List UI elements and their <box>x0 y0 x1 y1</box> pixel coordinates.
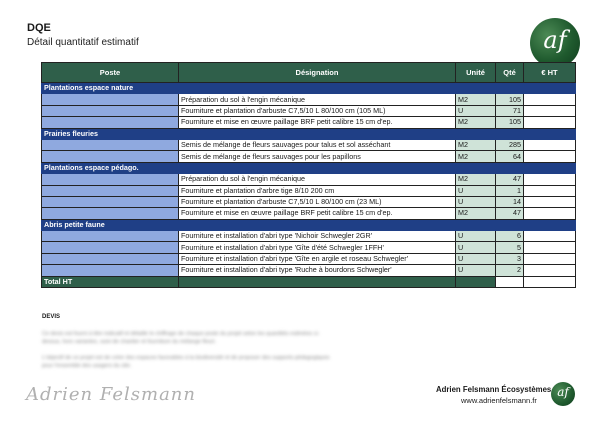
price-cell[interactable] <box>524 231 576 242</box>
unit-cell: M2 <box>456 174 496 185</box>
qty-cell: 64 <box>496 151 524 162</box>
price-cell[interactable] <box>524 174 576 185</box>
devis-notes <box>42 330 332 378</box>
unit-cell: U <box>456 265 496 276</box>
designation-cell: Semis de mélange de fleurs sauvages pour talus et sol asséchant <box>179 139 456 150</box>
qty-cell: 3 <box>496 253 524 264</box>
qty-cell: 71 <box>496 105 524 116</box>
unit-cell: M2 <box>456 139 496 150</box>
qty-cell: 105 <box>496 117 524 128</box>
qty-cell: 2 <box>496 265 524 276</box>
poste-cell <box>42 208 179 219</box>
designation-cell: Préparation du sol à l'engin mécanique <box>179 94 456 105</box>
poste-cell <box>42 139 179 150</box>
designation-cell: Fourniture et plantation d'arbuste C7,5/10 L 80/100 cm (105 ML) <box>179 105 456 116</box>
designation-cell: Fourniture et installation d'abri type 'Nichoir Schwegler 2GR' <box>179 231 456 242</box>
document-subtitle: Détail quantitatif estimatif <box>27 37 139 48</box>
price-cell[interactable] <box>524 253 576 264</box>
table-row <box>42 185 576 196</box>
price-cell[interactable] <box>524 105 576 116</box>
qty-cell: 14 <box>496 196 524 207</box>
section-title: Prairies fleuries <box>42 128 456 139</box>
column-header-qte: Qté <box>496 63 524 83</box>
poste-cell <box>42 94 179 105</box>
designation-cell: Préparation du sol à l'engin mécanique <box>179 174 456 185</box>
section-row <box>42 83 576 94</box>
unit-cell: M2 <box>456 117 496 128</box>
column-header-prix: € HT <box>524 63 576 83</box>
poste-cell <box>42 117 179 128</box>
price-cell[interactable] <box>524 265 576 276</box>
table-row <box>42 196 576 207</box>
dqe-table <box>41 62 576 288</box>
poste-cell <box>42 242 179 253</box>
devis-label: DEVIS <box>42 314 61 320</box>
section-title: Abris petite faune <box>42 219 456 230</box>
footer-logo <box>551 382 575 406</box>
unit-cell: U <box>456 196 496 207</box>
unit-cell: U <box>456 231 496 242</box>
designation-cell: Fourniture et mise en œuvre paillage BRF petit calibre 15 cm d'ep. <box>179 117 456 128</box>
table-header-row <box>42 63 576 83</box>
price-cell[interactable] <box>524 196 576 207</box>
company-website[interactable]: www.adrienfelsmann.fr <box>461 396 537 405</box>
poste-cell <box>42 105 179 116</box>
unit-cell: U <box>456 253 496 264</box>
column-header-designation: Désignation <box>179 63 456 83</box>
table-row <box>42 105 576 116</box>
section-row <box>42 219 576 230</box>
price-cell[interactable] <box>524 117 576 128</box>
unit-cell: M2 <box>456 94 496 105</box>
poste-cell <box>42 151 179 162</box>
column-header-poste: Poste <box>42 63 179 83</box>
qty-cell: 105 <box>496 94 524 105</box>
devis-paragraph: Ce devis est fourni à titre indicatif et détaille le chiffrage de chaque poste du projet selon les quantités estimées ci-dessus, hors variantes, suivi de chantier et fourniture du mélange fleuri. <box>42 331 320 345</box>
poste-cell <box>42 174 179 185</box>
qty-cell: 47 <box>496 174 524 185</box>
section-row <box>42 162 576 173</box>
designation-cell: Fourniture et installation d'abri type 'Gîte en argile et roseau Schwegler' <box>179 253 456 264</box>
designation-cell: Fourniture et plantation d'arbre tige 8/10 200 cm <box>179 185 456 196</box>
unit-cell: M2 <box>456 208 496 219</box>
total-row <box>42 276 576 287</box>
table-row <box>42 265 576 276</box>
table-row <box>42 242 576 253</box>
company-logo <box>530 18 580 68</box>
qty-cell: 285 <box>496 139 524 150</box>
unit-cell: U <box>456 105 496 116</box>
poste-cell <box>42 265 179 276</box>
table-row <box>42 94 576 105</box>
qty-cell: 47 <box>496 208 524 219</box>
table-row <box>42 208 576 219</box>
qty-cell: 1 <box>496 185 524 196</box>
unit-cell: U <box>456 242 496 253</box>
footer-logo-monogram: af <box>557 385 569 399</box>
total-value-cell[interactable] <box>524 276 576 287</box>
logo-monogram: af <box>543 26 567 54</box>
section-title: Plantations espace pédago. <box>42 162 456 173</box>
price-cell[interactable] <box>524 151 576 162</box>
devis-paragraph: L'objectif de ce projet est de créer des espaces favorables à la biodiversité et de proposer des supports pédagogiques pour l'ensemble des usagers du site. <box>42 355 330 369</box>
poste-cell <box>42 231 179 242</box>
designation-cell: Fourniture et installation d'abri type 'Ruche à bourdons Schwegler' <box>179 265 456 276</box>
designation-cell: Semis de mélange de fleurs sauvages pour les papillons <box>179 151 456 162</box>
designation-cell: Fourniture et installation d'abri type 'Gîte d'été Schwegler 1FFH' <box>179 242 456 253</box>
price-cell[interactable] <box>524 94 576 105</box>
price-cell[interactable] <box>524 208 576 219</box>
qty-cell: 6 <box>496 231 524 242</box>
signature: Adrien Felsmann <box>26 384 196 405</box>
section-row <box>42 128 576 139</box>
poste-cell <box>42 253 179 264</box>
unit-cell: U <box>456 185 496 196</box>
table-row <box>42 117 576 128</box>
document-title: DQE <box>27 22 51 34</box>
table-row <box>42 231 576 242</box>
qty-cell: 5 <box>496 242 524 253</box>
table-row <box>42 253 576 264</box>
unit-cell: M2 <box>456 151 496 162</box>
section-title: Plantations espace nature <box>42 83 456 94</box>
poste-cell <box>42 185 179 196</box>
designation-cell: Fourniture et plantation d'arbuste C7,5/10 L 80/100 cm (23 ML) <box>179 196 456 207</box>
designation-cell: Fourniture et mise en œuvre paillage BRF petit calibre 15 cm d'ep. <box>179 208 456 219</box>
price-cell[interactable] <box>524 185 576 196</box>
table-row <box>42 139 576 150</box>
table-row <box>42 151 576 162</box>
company-name: Adrien Felsmann Écosystèmes <box>436 385 552 394</box>
price-cell[interactable] <box>524 139 576 150</box>
price-cell[interactable] <box>524 242 576 253</box>
total-label: Total HT <box>42 276 179 287</box>
column-header-unite: Unité <box>456 63 496 83</box>
poste-cell <box>42 196 179 207</box>
table-row <box>42 174 576 185</box>
